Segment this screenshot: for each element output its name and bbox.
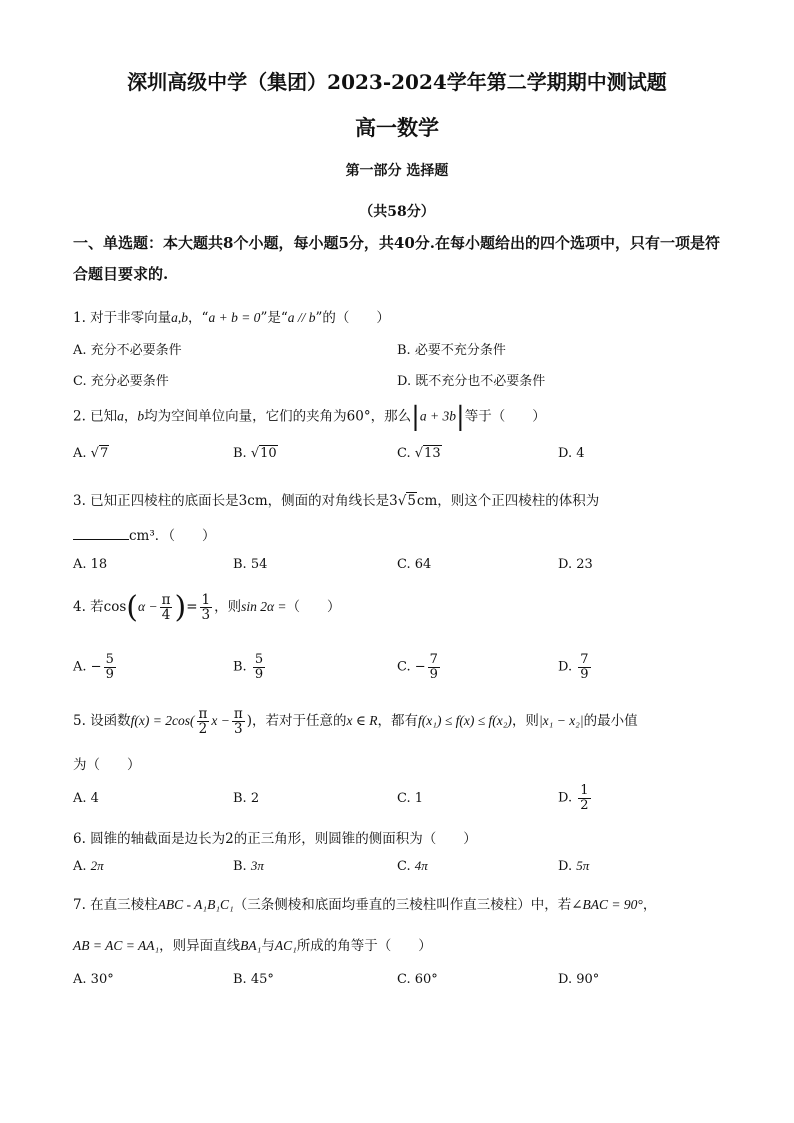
question-3-stem-line2: cm³．（ ） [73, 524, 216, 544]
q5-option-b: B. 2 [233, 791, 260, 806]
q3-option-b: B. 54 [233, 557, 268, 572]
q6-option-d: D. 5π [558, 858, 590, 874]
exam-title: 深圳高级中学（集团）2023-2024学年第二学期期中测试题 [127, 70, 667, 94]
q4-option-c: C. − $\frac{7}{9}$ [397, 652, 438, 682]
q4-option-a: A. − $\frac{5}{9}$ [73, 652, 114, 682]
section-instructions: 一、单选题：本大题共8个小题，每小题5分，共40分.在每小题给出的四个选项中，只有一项是符合题目要求的. [73, 234, 720, 283]
q1-option-b: B. 必要不充分条件 [397, 343, 506, 358]
q1-option-d: D. 既不充分也不必要条件 [397, 374, 546, 389]
question-3-stem: 3. 已知正四棱柱的底面长是3cm，侧面的对角线长是3√5cm，则这个正四棱柱的体积为 [73, 493, 600, 509]
q6-option-a: A. 2π [73, 858, 104, 874]
q6-option-b: B. 3π [233, 858, 264, 874]
question-6-stem: 6. 圆锥的轴截面是边长为2的正三角形，则圆锥的侧面积为（ ） [73, 831, 477, 847]
q3-option-c: C. 64 [397, 557, 432, 572]
q7-option-a: A. 30° [73, 972, 114, 987]
question-4-stem: 4. 若cos(α − $\frac{\pi}{4}$ )= $\frac{1}{3}$ ，则sin 2α =（ ） [73, 590, 341, 625]
q3-option-d: D. 23 [558, 557, 593, 572]
q1-option-c: C. 充分必要条件 [73, 374, 169, 389]
q6-option-c: C. 4π [397, 858, 428, 874]
question-7-stem-line2: AB = AC = AA₁，则异面直线BA₁与AC₁所成的角等于（ ） [73, 938, 432, 954]
q7-option-b: B. 45° [233, 972, 274, 987]
answer-blank [73, 539, 129, 540]
question-5-stem: 5. 设函数f(x) = 2cos( $\frac{\pi}{2}$ x − $\frac{\pi}{3}$ )，若对于任意的x ∈ R，都有f(x₁) ≤ f(x) ≤ f(x₂)，则|x₁ − x₂|的最小值 [73, 706, 638, 738]
q2-option-c: C. √13 [397, 446, 441, 461]
q4-option-d: D. $\frac{7}{9}$ [558, 652, 589, 682]
q2-option-b: B. √10 [233, 446, 277, 461]
q1-option-a: A. 充分不必要条件 [73, 343, 182, 358]
q3-option-a: A. 18 [73, 557, 108, 572]
subject-title: 高一数学 [355, 115, 439, 140]
q7-option-d: D. 90° [558, 972, 600, 987]
q5-option-c: C. 1 [397, 791, 424, 806]
q5-option-d: D. $\frac{1}{2}$ [558, 783, 589, 813]
q2-option-a: A. √7 [73, 446, 109, 461]
question-1-stem: 1. 对于非零向量a,b，“a + b = 0”是“a // b”的（ ） [73, 310, 390, 326]
part-heading: 第一部分 选择题 [345, 163, 449, 179]
q2-option-d: D. 4 [558, 446, 585, 461]
q7-option-c: C. 60° [397, 972, 438, 987]
q5-option-a: A. 4 [73, 791, 99, 806]
score-note: （共58分） [359, 204, 435, 220]
question-5-stem-line2: 为（ ） [73, 757, 141, 773]
question-7-stem: 7. 在直三棱柱ABC - A₁B₁C₁（三条侧棱和底面均垂直的三棱柱叫作直三棱柱）中，若∠BAC = 90°， [73, 897, 657, 913]
q4-option-b: B. $\frac{5}{9}$ [233, 652, 264, 682]
question-2-stem: 2. 已知a，b均为空间单位向量，它们的夹角为60°，那么|a + 3b|等于（ ） [73, 402, 546, 432]
